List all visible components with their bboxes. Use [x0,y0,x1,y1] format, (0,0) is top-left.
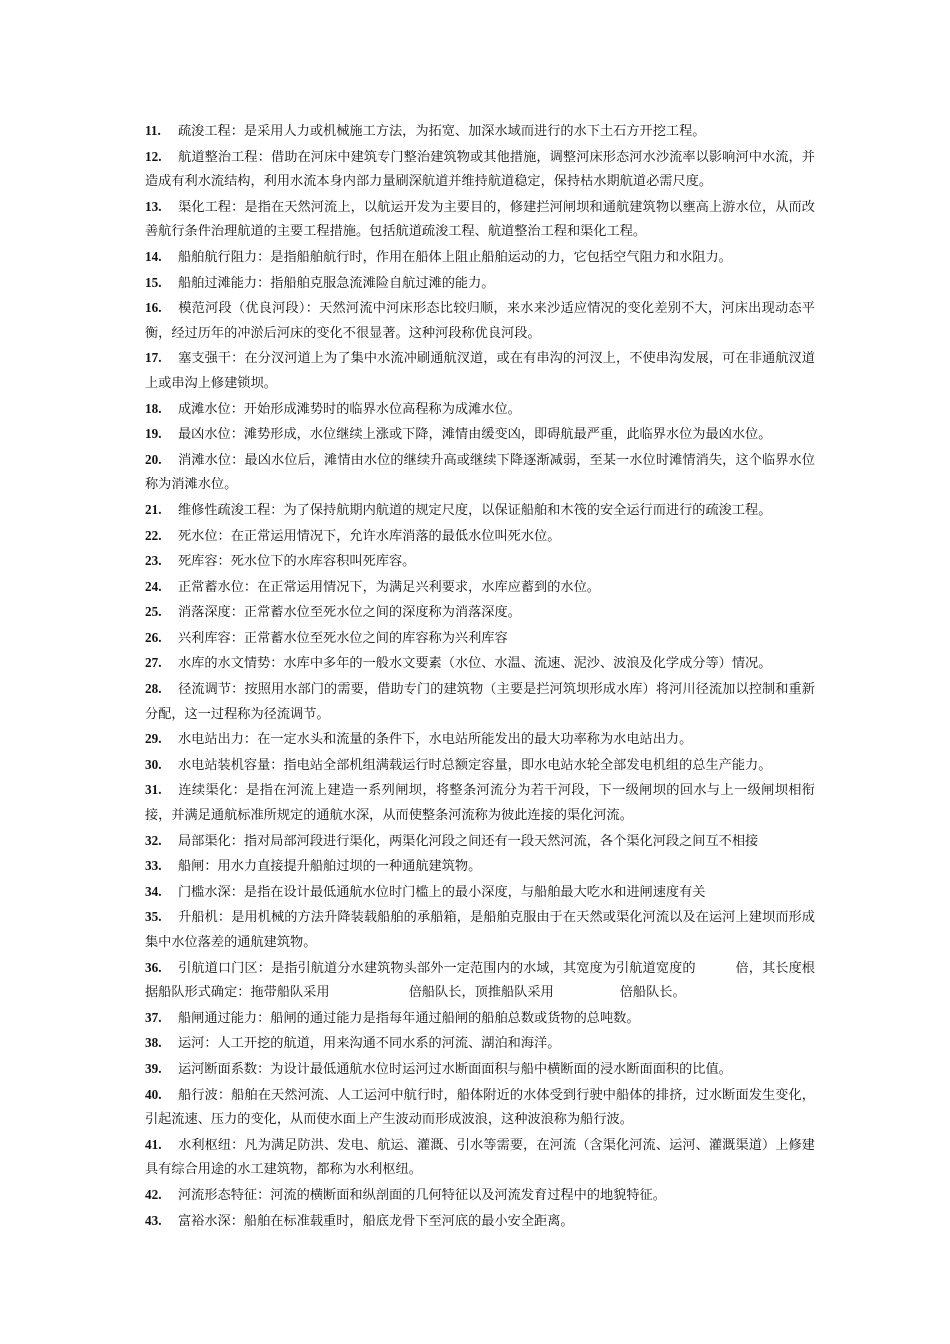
entry-text: 正常蓄水位：在正常运用情况下，为满足兴利要求，水库应蓄到的水位。 [178,579,600,595]
entry-number: 21. [145,501,162,517]
entry-text: 模范河段（优良河段）：天然河流中河床形态比较归顺，来水来沙适应情况的变化差别不大，河床出现动态平衡，经过历年的冲淤后河床的变化不很显著。这种河段称优良河段。 [145,301,815,341]
definition-entry [145,1083,815,1133]
entry-number: 40. [145,1086,162,1102]
definition-entry [145,195,815,245]
definition-entry [145,296,815,346]
entry-number: 25. [145,604,162,620]
entry-number: 15. [145,274,162,290]
definition-entry [145,524,815,550]
entry-number: 17. [145,350,162,366]
entry-number: 18. [145,400,162,416]
definition-entry [145,753,815,779]
entry-number: 33. [145,858,162,874]
definition-entry [145,727,815,753]
entry-text: 水电站装机容量：指电站全部机组满载运行时总额定容量，即水电站水轮全部发电机组的总生产能力。 [178,757,772,773]
definition-entry [145,1209,815,1235]
entry-text: 死库容：死水位下的水库容积叫死库容。 [178,554,416,570]
definition-entry [145,145,815,195]
definition-entry [145,600,815,626]
definition-entry [145,778,815,828]
definition-entry [145,854,815,880]
definition-entry [145,651,815,677]
entry-text: 船舶过滩能力：指船舶克服急流滩险自航过滩的能力。 [178,275,495,291]
definition-entry [145,422,815,448]
entry-number: 37. [145,1009,162,1025]
entry-number: 16. [145,300,162,316]
entry-text: 兴利库容：正常蓄水位至死水位之间的库容称为兴利库容 [178,630,508,646]
entry-text: 船舶航行阻力：是指船舶航行时，作用在船体上阻止船舶运动的力，它包括空气阻力和水阻力。 [178,249,732,265]
entry-text: 航道整治工程：借助在河床中建筑专门整治建筑物或其他措施，调整河床形态河水沙流率以影响河中水流，并造成有利水流结构，利用水流本身内部力量刷深航道并维持航道稳定，保持枯水期航道必需尺度。 [145,149,815,190]
entry-number: 34. [145,883,162,899]
entry-number: 30. [145,756,162,772]
definition-entry [145,905,815,955]
entry-number: 26. [145,629,162,645]
entry-number: 24. [145,578,162,594]
entry-number: 43. [145,1212,162,1228]
entry-number: 19. [145,426,162,442]
definition-entry [145,498,815,524]
entry-text: 水利枢纽：凡为满足防洪、发电、航运、灌溉、引水等需要，在河流（含渠化河流、运河、灌溉渠道）上修建具有综合用途的水工建筑物，都称为水利枢纽。 [145,1137,815,1178]
entry-text: 消落深度：正常蓄水位至死水位之间的深度称为消落深度。 [178,605,521,621]
definition-entry [145,1133,815,1183]
definition-entry [145,1057,815,1083]
entry-number: 20. [145,451,162,467]
entry-number: 13. [145,198,162,214]
entry-text: 运河：人工开挖的航道，用来沟通不同水系的河流、湖泊和海洋。 [178,1036,561,1052]
entry-number: 14. [145,248,162,264]
definition-entry [145,1183,815,1209]
entry-text: 成滩水位：开始形成滩势时的临界水位高程称为成滩水位。 [178,401,521,417]
entry-text: 局部渠化：指对局部河段进行渠化，两渠化河段之间还有一段天然河流，各个渠化河段之间互不相接 [178,833,759,849]
entry-number: 41. [145,1136,162,1152]
entry-text: 升船机：是用机械的方法升降装载船舶的承船箱，是船舶克服由于在天然或渠化河流以及在运河上建坝而形成集中水位落差的通航建筑物。 [145,910,815,950]
definition-entry [145,346,815,396]
definition-entry [145,271,815,297]
entry-number: 28. [145,681,162,697]
definition-entry [145,575,815,601]
entry-text: 船行波：船舶在天然河流、人工运河中航行时，船体附近的水体受到行驶中船体的排挤，过水断面发生变化，引起流速、压力的变化，从而使水面上产生波动而形成波浪，这种波浪称为船行波。 [145,1087,815,1128]
entry-text: 径流调节：按照用水部门的需要，借助专门的建筑物（主要是拦河筑坝形成水库）将河川径流加以控制和重新分配，这一过程称为径流调节。 [145,682,815,722]
definition-entry [145,397,815,423]
definition-entry [145,1031,815,1057]
entry-text: 船闸：用水力直接提升船舶过坝的一种通航建筑物。 [178,859,482,875]
entry-text: 死水位：在正常运用情况下，允许水库消落的最低水位叫死水位。 [178,528,561,544]
definition-entry [145,829,815,855]
entry-text: 河流形态特征：河流的横断面和纵剖面的几何特征以及河流发育过程中的地貌特征。 [178,1187,666,1203]
entry-number: 31. [145,782,162,798]
entry-number: 22. [145,527,162,543]
entry-text: 渠化工程：是指在天然河流上，以航运开发为主要目的，修建拦河闸坝和通航建筑物以壅高上游水位，从而改善航行条件治理航道的主要工程措施。包括航道疏浚工程、航道整治工程和渠化工程。 [145,199,815,240]
entry-text: 船闸通过能力：船闸的通过能力是指每年通过船闸的船舶总数或货物的总吨数。 [178,1010,640,1026]
entry-number: 35. [145,909,162,925]
entry-number: 12. [145,148,162,164]
definition-entry [145,956,815,1006]
entry-number: 11. [145,123,161,138]
entry-text: 维修性疏浚工程：为了保持航期内航道的规定尺度，以保证船舶和木筏的安全运行而进行的疏浚工程。 [178,502,772,518]
entry-text: 水电站出力：在一定水头和流量的条件下，水电站所能发出的最大功率称为水电站出力。 [178,732,693,748]
entry-number: 36. [145,959,162,975]
entry-text: 富裕水深：船舶在标准载重时，船底龙骨下至河底的最小安全距离。 [178,1213,574,1229]
entry-number: 32. [145,832,162,848]
entry-text: 门槛水深：是指在设计最低通航水位时门槛上的最小深度，与船舶最大吃水和进闸速度有关 [178,884,706,900]
document-body [145,119,815,1234]
entry-number: 27. [145,655,162,671]
entry-text: 疏浚工程：是采用人力或机械施工方法，为拓宽、加深水域而进行的水下土石方开挖工程。 [178,124,706,139]
definition-entry [145,677,815,727]
definition-entry [145,245,815,271]
entry-number: 39. [145,1060,162,1076]
definition-entry [145,448,815,498]
entry-text: 连续渠化：是指在河流上建造一系列闸坝，将整条河流分为若干河段，下一级闸坝的回水与上一级闸坝相衔接，并满足通航标准所规定的通航水深，从而使整条河流称为彼此连接的渠化河流。 [145,783,815,824]
entry-number: 23. [145,553,162,569]
definition-entry [145,119,815,145]
entry-number: 29. [145,731,162,747]
entry-text: 塞支强干：在分汊河道上为了集中水流冲刷通航汊道，或在有串沟的河汊上，不使串沟发展，可在非通航汊道上或串沟上修建锁坝。 [145,351,815,391]
entry-number: 38. [145,1035,162,1051]
entry-number: 42. [145,1186,162,1202]
entry-text: 运河断面系数：为设计最低通航水位时运河过水断面面积与船中横断面的浸水断面面积的比值。 [178,1061,732,1077]
entry-text: 水库的水文情势：水库中多年的一般水文要素（水位、水温、流速、泥沙、波浪及化学成分等）情况。 [178,656,772,672]
definition-entry [145,880,815,906]
definition-entry [145,549,815,575]
entry-text: 消滩水位：最凶水位后，滩情由水位的继续升高或继续下降逐渐减弱，至某一水位时滩情消失，这个临界水位称为消滩水位。 [145,452,815,493]
entry-text: 引航道口门区：是指引航道分水建筑物头部外一定范围内的水域，其宽度为引航道宽度的 倍，其长度根据船队形式确定：拖带船队采用 倍船队长，顶推船队采用 倍船队长。 [145,960,815,1001]
definition-entry [145,1006,815,1032]
definition-entry [145,626,815,652]
entry-text: 最凶水位：滩势形成，水位继续上涨或下降，滩情由缓变凶，即碍航最严重，此临界水位为最凶水位。 [178,427,772,443]
